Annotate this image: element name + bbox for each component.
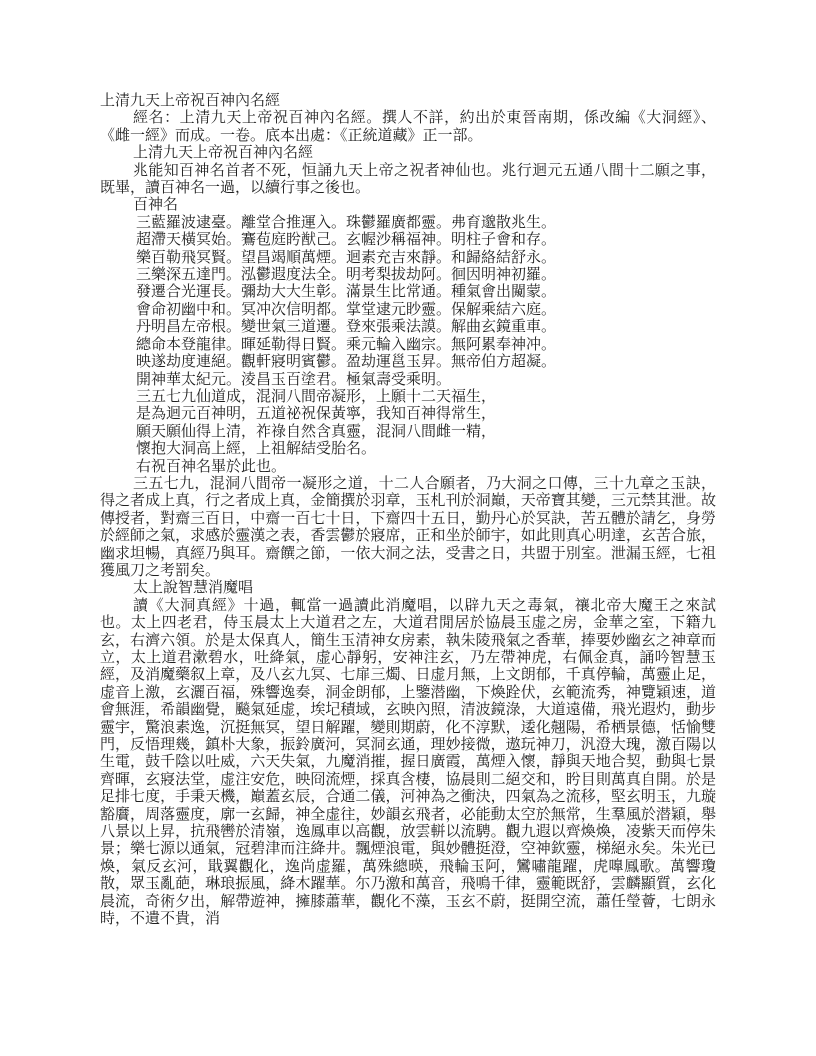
- body-paragraph: 三五七九，混洞八間帝一凝形之道，十二人合願者，乃大洞之口傳，三十九章之玉訣，得之者成上真，行之者成上真，金簡撰於羽章，玉札刊於洞巔，天帝寶其變，三元禁其泄。故傳授者，對齋三百日，中齋一百七十日，下齋四十五日，勤丹心於冥訣，苦五體於請乞，身勞於經師之氣，求感於靈漢之表，香雲鬱於寢席，正和坐於師宇，如此則真心明達，玄苦合旅，幽求坦暢，真經乃與耳。齋饌之節，一依大洞之法，受書之日，共盟于別室。泄漏玉經，七祖獲風刀之考罰矣。: [100, 475, 716, 579]
- document-body: [100, 93, 716, 929]
- verse-line: 會命初幽中和。冥冲次信明都。掌堂逮元眇靈。保解乘結六庭。: [136, 301, 557, 318]
- verse-line: 三藍羅波逮臺。離堂合推運入。珠鬱羅廣都靈。弗育邈散兆生。: [136, 214, 557, 231]
- verse-line: 丹明昌左帝根。變世氣三道遷。登來張乘法謨。解曲玄鏡重車。: [136, 319, 557, 336]
- section-heading: 百神名: [133, 197, 179, 214]
- verse-line: 發遷合光運長。彌劫大大生彰。滿景生比常通。種氣會出闚蒙。: [136, 284, 557, 301]
- verse-line: 懷抱大洞高上經，上祖解結受胎名。: [136, 441, 377, 458]
- verse-line: 樂百勒飛冥賢。望昌竭順萬煙。迴素充吉來靜。和歸絡結舒永。: [136, 249, 557, 266]
- section-heading: 上清九天上帝祝百神內名經: [133, 145, 314, 162]
- verse-line: 三五七九仙道成，混洞八間帝凝形，上願十二天福生，: [136, 388, 497, 405]
- body-paragraph: 讀《大洞真經》十過，輒當一過讀此消魔唱，以辟九天之毒氣，禳北帝大魔王之來試也。太上四老君，侍玉晨太上大道君之左，大道君閒居於協晨玉虚之房，金華之室，下籍九玄，右濟六領。於是太保真人，簡生玉清神女房素，執朱陵飛氣之香華，捧要妙幽玄之神章而立，太上道君漱碧水，吐絳氣，虚心靜躬，安神注玄，乃左帶神虎，右佩金真，誦吟智慧玉經，及消魔藥叙上章，及八玄九冥、七扉三燭、日虚月無，上文朗郁，千真停輪，萬靈止足，虚音上激，玄灑百福，殊響逸奏，洞金朗郁，上鑒潜幽，下煥跧伏，玄範流秀，神覽穎速，道會無涯，希韻幽覺，飈氣延虚，埃圮積域，玄映內照，清波鏡淥，大道遠備，飛光遐灼，動步靈宇，驚浪素逸，沉挺無冥，望日解躍，變則期蔚，化不淳默，逶化翹陽，希栖景德，恬愉雙門，反悟理幾，鎮朴大象，振鈴廣河，冥洞玄通，理妙接微，遨玩神刀，汎澄大瑰，激百陽以生電，鼓千陰以吐威，六天失氣，九魔消摧，握日廣霞，萬煙入懷，靜與天地合契，動與七景齊暉，玄寢法堂，虚注安危，映冏流煙，採真含棲，協晨則二絕交和，盻目則萬真自開。於是足排七度，手秉天機，巔蓋玄辰，合通二儀，河神為之衝決，四氣為之流移，堅玄明玉，九璇豁黂，周落靈度，廓一玄歸，神全虚往，妙韻玄飛者，必能動太空於無常，生羣風於潜穎，舉八景以上昇，抗飛轡於清嶺，逸鳳車以高觀，放雲軿以流騁。觀九遐以齊煥煥，凌紫天而停朱景；樂七源以通氣，冠碧津而注絳井。飄煙浪電，與妙體挺澄，空神欽靈，梯絕永矣。朱光已煥，氣反玄河，戢翼觀化，逸尚虚羅，萬殊總暎，飛輪玉阿，鸞嘯龍躍，虎嘷鳳歌。萬響瓊散，眾玉亂葩，琳琅振風，絳木躍華。尓乃激和萬音，飛鳴千律，靈範既舒，雲麟顯質，玄化晨流，奇術夕出，解帶遊神，擁膝蕭華，觀化不藻，玉玄不蔚，挺開空流，蕭任瑩薈，七朗永時，不遺不貴，消: [100, 597, 716, 928]
- verse-line: 願天願仙得上清，祚祿自然含真靈，混洞八間雌一精，: [136, 423, 497, 440]
- verse-line: 映遂劫度連絕。觀軒寢明賓鬱。盈劫運邕玉昇。無帝伯方超凝。: [136, 354, 557, 371]
- abstract-paragraph: 經名：上清九天上帝祝百神內名經。撰人不詳，約出於東晉南期，係改編《大洞經》、《雌一經》而成。一卷。底本出處：《正統道藏》正一部。: [100, 110, 716, 144]
- body-paragraph: 兆能知百神名首者不死，恒誦九天上帝之祝者神仙也。兆行迴元五通八間十二願之事，既畢，讀百神名一過，以續行事之後也。: [100, 162, 716, 197]
- verse-line: 是為迴元百神明，五道祕祝保黃寧，我知百神得常生，: [136, 406, 497, 423]
- section-heading: 太上說智慧消魔唱: [133, 580, 254, 597]
- verse-line: 三樂深五達門。泓鬱遐度法全。明考梨拔劫阿。徊因明神初羅。: [136, 267, 557, 284]
- document-title: 上清九天上帝祝百神內名經: [100, 93, 281, 109]
- verse-line: 右祝百神名畢於此也。: [136, 458, 287, 475]
- verse-line: 開神華太紀元。淩昌玉百塗君。極氣壽受乘明。: [136, 371, 452, 388]
- verse-line: 總命本登龍律。暉延勒得日賢。乘元輪入幽宗。無阿累奉神冲。: [136, 336, 557, 353]
- verse-line: 超滯天橫冥始。鶱苞庭盻猷己。玄幄沙稱福神。明柱子會和存。: [136, 232, 557, 249]
